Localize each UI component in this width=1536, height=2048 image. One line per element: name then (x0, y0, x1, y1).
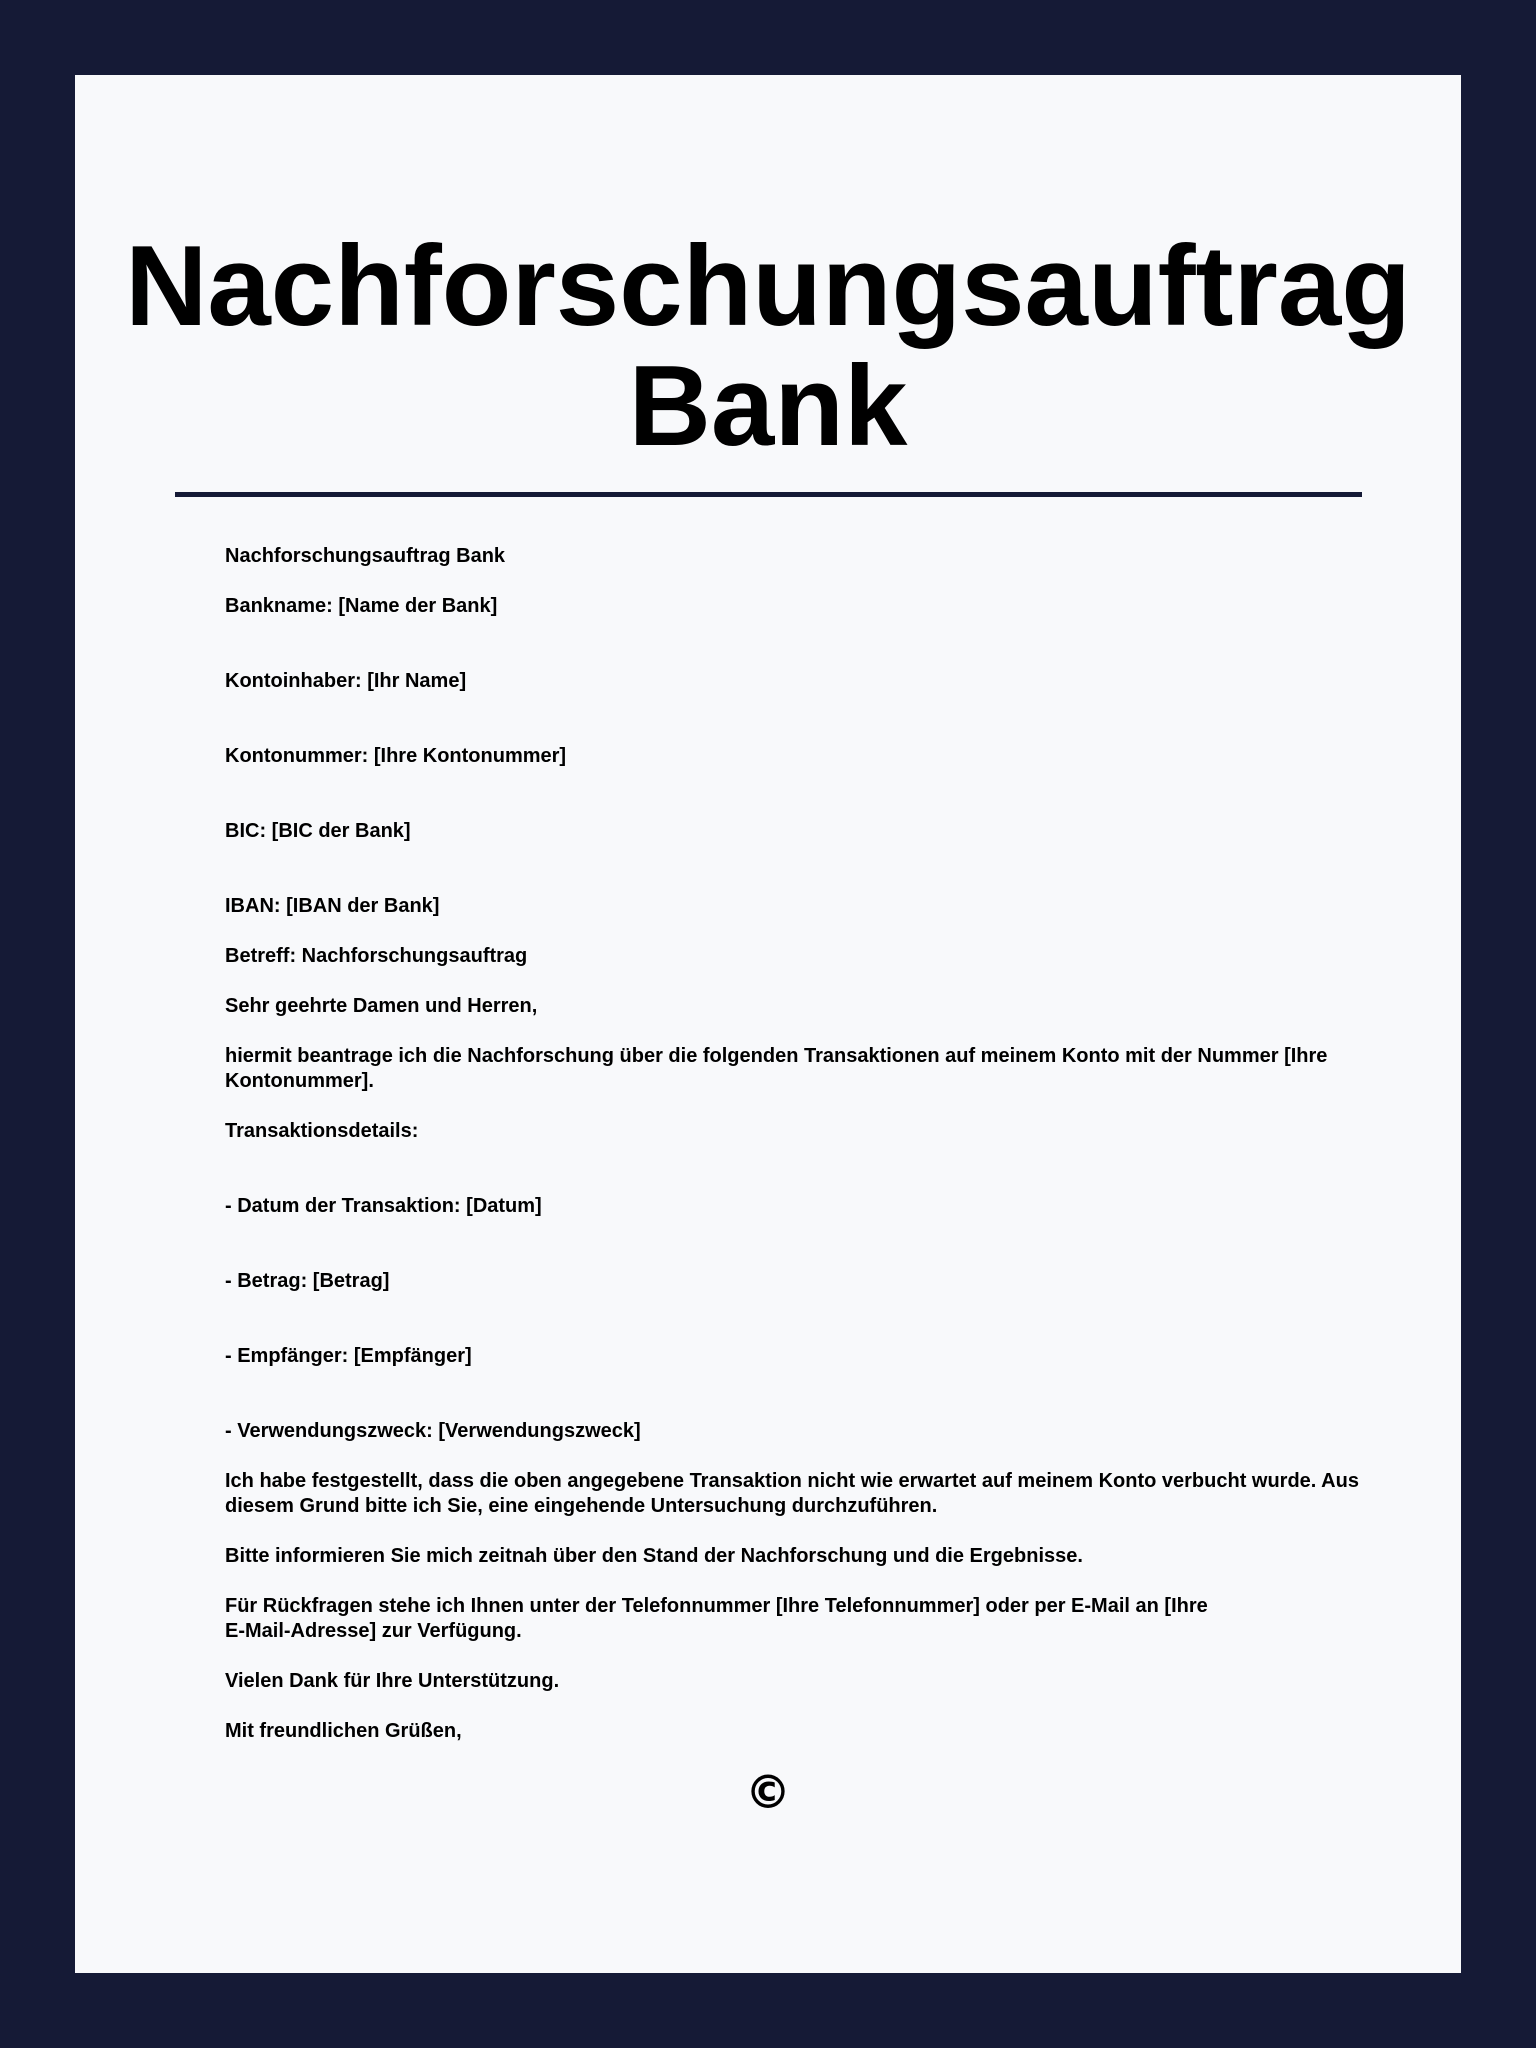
document-page (75, 75, 1461, 1973)
salutation: Sehr geehrte Damen und Herren, (225, 995, 538, 1017)
bank-name-line: Bankname: [Name der Bank] (225, 595, 498, 617)
document-title: Nachforschungsauftrag Bank (125, 223, 1411, 470)
contact-paragraph: Für Rückfragen stehe ich Ihnen unter der Telefonnummer [Ihre Telefonnummer] oder per E-Mail an [Ihre E-Mail-Adresse] zur Verfügung. (225, 1595, 1208, 1642)
subject-line: Betreff: Nachforschungsauftrag (225, 945, 528, 967)
intro-paragraph: hiermit beantrage ich die Nachforschung über die folgenden Transaktionen auf meinem Konto mit der Nummer [Ihre Kontonummer]. (225, 1045, 1328, 1092)
iban-line: IBAN: [IBAN der Bank] (225, 895, 440, 917)
bic-line: BIC: [BIC der Bank] (225, 820, 411, 842)
finding-paragraph: Ich habe festgestellt, dass die oben angegebene Transaktion nicht wie erwartet auf meinem Konto verbucht wurde. Aus diesem Grund bitte ich Sie, eine eingehende Untersuchung durchzuführen. (225, 1470, 1359, 1517)
title-divider (175, 492, 1362, 497)
copyright-icon: © (745, 1765, 791, 1819)
account-holder-line: Kontoinhaber: [Ihr Name] (225, 670, 467, 692)
account-number-line: Kontonummer: [Ihre Kontonummer] (225, 745, 567, 767)
transaction-amount: - Betrag: [Betrag] (225, 1270, 390, 1292)
letter-heading: Nachforschungsauftrag Bank (225, 545, 506, 567)
transaction-date: - Datum der Transaktion: [Datum] (225, 1195, 542, 1217)
thanks-line: Vielen Dank für Ihre Unterstützung. (225, 1670, 560, 1692)
transaction-heading: Transaktionsdetails: (225, 1120, 419, 1142)
request-paragraph: Bitte informieren Sie mich zeitnah über den Stand der Nachforschung und die Ergebnisse. (225, 1545, 1083, 1567)
transaction-recipient: - Empfänger: [Empfänger] (225, 1345, 472, 1367)
transaction-purpose: - Verwendungszweck: [Verwendungszweck] (225, 1420, 641, 1442)
closing-line: Mit freundlichen Grüßen, (225, 1720, 462, 1742)
